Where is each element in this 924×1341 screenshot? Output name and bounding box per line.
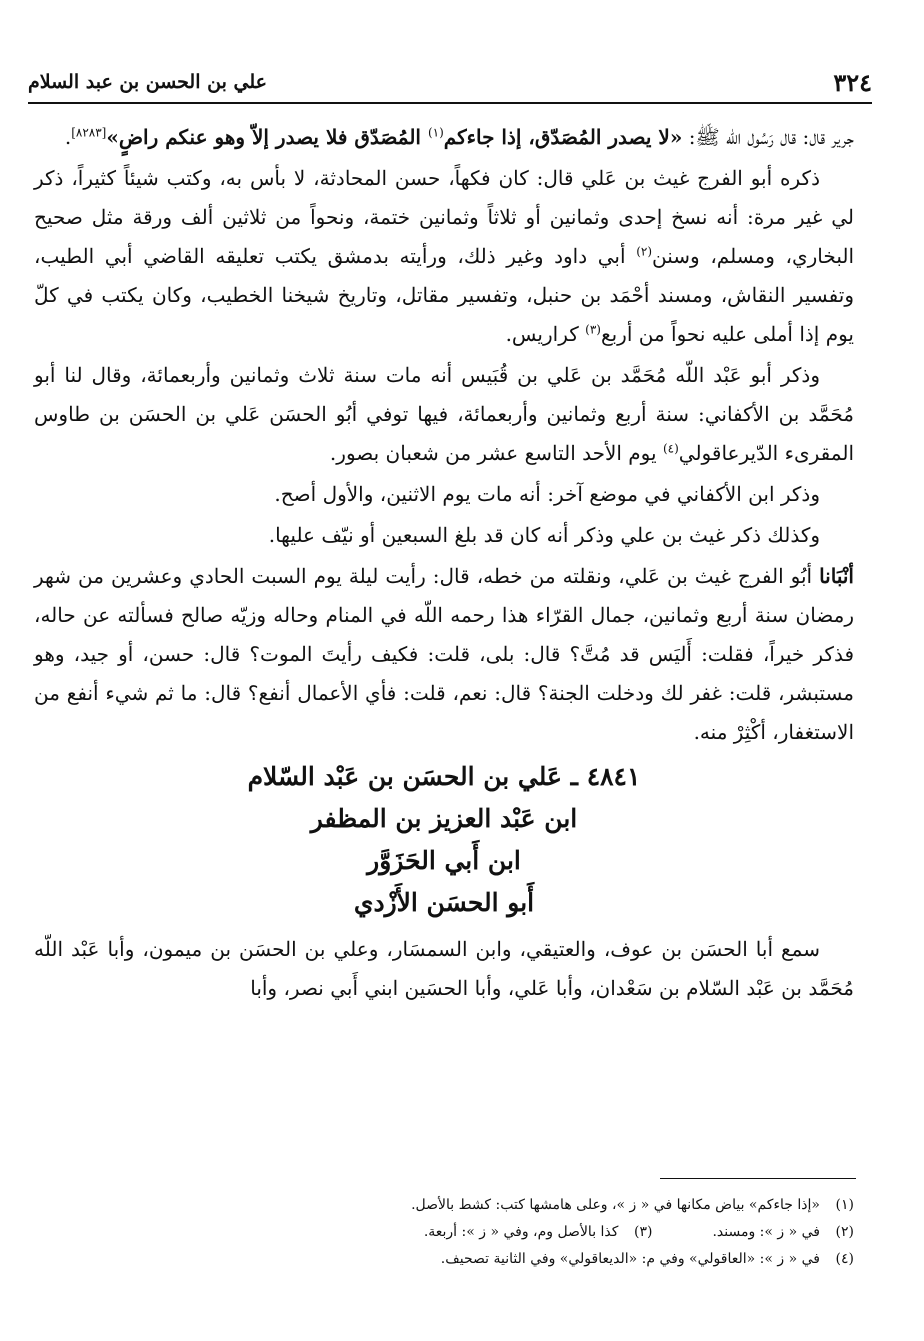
footnote-text: «إذا جاءكم» بياض مكانها في « ز »، وعلى هامشها كتب: كشط بالأصل. (411, 1197, 820, 1213)
biography-text-c: كراريس. (505, 322, 586, 346)
page-header (28, 62, 872, 104)
footnote-marker-3[interactable]: (٣) (585, 322, 601, 337)
paragraph-age: وكذلك ذكر غيث بن علي وذكر أنه كان قد بلغ السبعين أو نيّف عليها. (268, 523, 820, 547)
biography-text-b: أبي داود وغير ذلك، ورأيته بدمشق يكتب تعليقه القاضي أبي الطيب، وتفسير النقاش، ومسند أحْمَد بن حنبل، وتفسير مقاتل، وتاريخ شيخنا الخطيب، وكان يكتب في كلّ يوم إذا أملى عليه نحواً من أربع (34, 244, 854, 346)
paragraph-alt-report: وذكر ابن الأكفاني في موضع آخر: أنه مات يوم الاثنين، والأول أصح. (274, 482, 820, 506)
footnote-divider (660, 1178, 856, 1179)
entry-heading-line-4: أَبو الحسَن الأَزْدي (353, 888, 535, 917)
footnote-text: في « ز »: ومسند. (712, 1224, 820, 1240)
paragraph-biography (34, 159, 854, 354)
entry-heading-line-3: ابن أَبي الحَزَوَّر (367, 846, 521, 875)
footnote-number: (٣) (633, 1224, 653, 1240)
footnote-2-3 (34, 1219, 854, 1246)
paragraph-death-date (34, 356, 854, 473)
hadith-reference-number: [٨٢٨٣] (71, 125, 107, 140)
footnote-number: (٢) (835, 1224, 854, 1240)
dream-text: أبُو الفرج غيث بن عَلي، ونقلته من خطه، قال: رأيت ليلة يوم السبت الحادي وعشرين من شهر رمضان سنة أربع وثمانين، جمال القرّاء هذا رحمه اللّه في المنام وحاله وزيّه صالح فسألته عن حاله، فذكر خيراً، فقلت: أَليَس قد مُتَّ؟ قال: بلى، قلت: فكيف رأيتَ الموت؟ قال: حسن، أو جيد، وهو مستبشر، قلت: غفر لك ودخلت الجنة؟ قال: نعم، قلت: فأي الأعمال أنفع؟ قال: ما ثم شيء أنفع من الاستغفار، أكْثِرْ منه. (34, 564, 855, 744)
hadith-quote-part2: المُصَدّق فلا يصدر إلاّ وهو عنكم راضٍ» (106, 125, 428, 149)
footnote-marker-1[interactable]: (١) (427, 125, 444, 140)
hadith-intro: جرير قال: قال رَسُول الله ﷺ: (682, 125, 854, 149)
death-date-text-a: وذكر أبو عَبْد اللّه مُحَمَّد بن عَلي بن قُبَيس أنه مات سنة ثلاث وثمانين وأربعمائة، وقال لنا أبو مُحَمَّد بن الأكفاني: سنة أربع وثمانين وأربعمائة، فيها توفي أبُو الحسَن عَلي بن الحسَن بن طاوس المقرىء الدّيرعاقولي (34, 363, 854, 465)
footnote-number: (١) (835, 1197, 854, 1213)
main-text (34, 118, 854, 1010)
entry-heading-line-2: ابن عَبْد العزيز بن المظفر (310, 804, 578, 833)
hadith-quote-part1: «لا يصدر المُصَدّق، إذا جاءكم (443, 125, 683, 149)
footnote-text: كذا بالأصل وم، وفي « ز »: أربعة. (423, 1224, 619, 1240)
footnote-number: (٤) (835, 1251, 854, 1267)
footnote-1 (34, 1192, 854, 1219)
running-title: علي بن الحسن بن عبد السلام (28, 71, 267, 93)
footnote-4 (34, 1246, 854, 1273)
footnote-marker-2[interactable]: (٢) (636, 244, 653, 259)
entry-heading-line-1: ٤٨٤١ ـ عَلي بن الحسَن بن عَبْد السّلام (247, 762, 641, 791)
footnote-marker-4[interactable]: (٤) (662, 441, 679, 456)
footnotes (34, 1192, 854, 1273)
paragraph-teachers: سمع أبا الحسَن بن عوف، والعتيقي، وابن السمسَار، وعلي بن الحسَن بن ميمون، وأبا عَبْد اللّه مُحَمَّد بن عَبْد السّلام بن سَعْدان، وأبا عَلي، وأبا الحسَين ابني أَبي نصر، وأبا (34, 937, 854, 1000)
paragraph-dream (34, 557, 854, 752)
footnote-text: في « ز »: «العاقولي» وفي م: «الديعاقولي» وفي الثانية تصحيف. (440, 1251, 820, 1267)
entry-heading (34, 756, 854, 924)
page-number: ٣٢٤ (833, 67, 872, 97)
paragraph-hadith (34, 118, 854, 157)
biography-text-a: ذكره أبو الفرج غيث بن عَلي قال: كان فكهاً، حسن المحادثة، لا بأس به، وكتب شيئاً كثيراً، ذكر لي غير مرة: أنه نسخ إحدى وثمانين أو ثلاثاً وثمانين ختمة، ونحواً من ثلاثين ألف ورقة مثل صحيح البخاري، ومسلم، وسنن (34, 166, 854, 268)
anbana-lead: أنْبَانا (819, 564, 854, 588)
hadith-end-mark: . (64, 125, 72, 149)
death-date-text-b: يوم الأحد التاسع عشر من شعبان بصور. (329, 441, 663, 465)
